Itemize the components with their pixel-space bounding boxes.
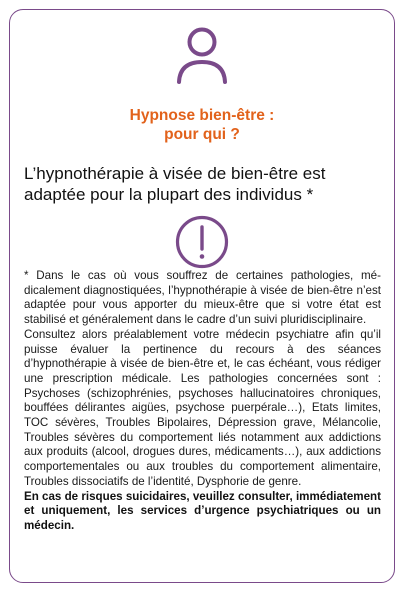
footnote-paragraph: * Dans le cas où vous souffrez de certaines pathologies, médicalement diagnostiquées, l’hypnothérapie à visée de bien-être n’est adaptée pour vous apporter du mieux-être que si votre état est stabilisé et généralement dans le cadre d’un suivi pluridisciplinaire. bbox=[24, 269, 381, 327]
emergency-warning: En cas de risques suicidaires, veuillez consulter, immédiatement et uniquement, les services d’urgence psychiatriques ou un médecin. bbox=[24, 489, 381, 532]
user-icon bbox=[174, 26, 230, 88]
card-title-line2: pour qui ? bbox=[164, 126, 240, 143]
card-body bbox=[24, 269, 381, 534]
lead-line2: adaptée pour la plupart des individus * bbox=[24, 185, 314, 204]
lead-line1: L’hypnothérapie à visée de bien-être est bbox=[24, 164, 326, 183]
advice-paragraph: Consultez alors préalablement votre médecin psychiatre afin qu’il puisse évaluer la pertinence du recours à des séances d’hypnothérapie à visée de bien-être et, le cas échéant, vous rédiger une prescription médicale. Les pathologies concernées sont : Psychoses (schizophrénies, psychoses hallucinatoires chroniques, bouffées délirantes aigües, psychose puerpérale…), Etats limites, TOC sévères, Troubles Bipolaires, Dépression grave, Mélancolie, Troubles sévères du comportement liés notamment aux addictions aux produits (alcool, drogues dures, médicaments…), aux addictions comportementales ou aux troubles du comportement alimentaire, Troubles dissociatifs de l’identité, Dysphorie de genre. bbox=[24, 327, 381, 488]
exclamation-circle-icon bbox=[174, 214, 230, 270]
card-title-line1: Hypnose bien-être : bbox=[129, 107, 275, 124]
